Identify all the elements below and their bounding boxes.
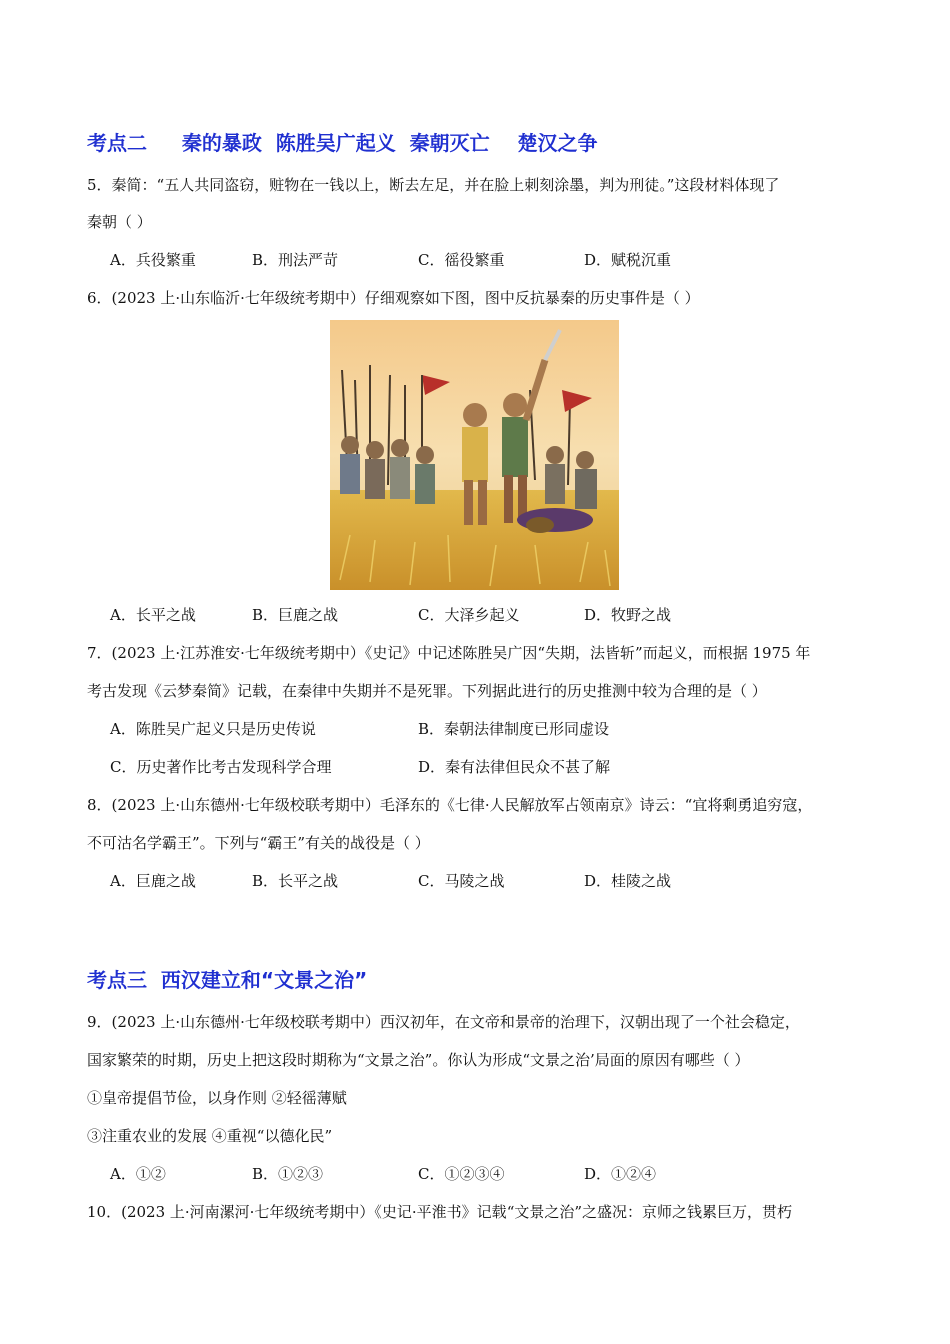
question-8-option-a: A．巨鹿之战 — [110, 872, 196, 890]
question-8-line-1: 8．(2023 上·山东德州·七年级校联考期中）毛泽东的《七律·人民解放军占领南京》诗云：“宜将剩勇追穷寇， — [87, 796, 813, 814]
question-6-option-d: D．牧野之战 — [584, 606, 672, 624]
question-6-line-1: 6．(2023 上·山东临沂·七年级统考期中）仔细观察如下图，图中反抗暴秦的历史事件是（ ） — [87, 289, 700, 307]
question-9-line-2: 国家繁荣的时期，历史上把这段时期称为“文景之治”。你认为形成“文景之治’局面的原因有哪些（ ） — [87, 1051, 750, 1069]
section-heading-2: 考点二 秦的暴政 陈胜吴广起义 秦朝灭亡 楚汉之争 — [87, 131, 598, 155]
question-6-option-b: B．巨鹿之战 — [252, 606, 339, 624]
question-6-option-a: A．长平之战 — [110, 606, 196, 624]
question-10-line-1: 10．(2023 上·河南漯河·七年级统考期中）《史记·平淮书》记载“文景之治”之盛况：京师之钱累巨万，贯朽 — [87, 1203, 793, 1221]
question-7-option-a: A．陈胜吴广起义只是历史传说 — [110, 720, 316, 738]
question-9-option-c: C．①②③④ — [418, 1165, 505, 1183]
uprising-illustration — [330, 320, 619, 590]
question-5-option-d: D．赋税沉重 — [584, 251, 672, 269]
question-9-option-b: B．①②③ — [252, 1165, 324, 1183]
question-9-option-a: A．①② — [110, 1165, 166, 1183]
question-5-line-2: 秦朝（ ） — [87, 213, 152, 231]
question-5-line-1: 5．秦简：“五人共同盗窃，赃物在一钱以上，断去左足，并在脸上刺刻涂墨，判为刑徒。”这段材料体现了 — [87, 176, 780, 194]
question-5-option-b: B．刑法严苛 — [252, 251, 339, 269]
question-9-statements-2: ③注重农业的发展 ④重视“以德化民” — [87, 1127, 333, 1145]
question-8-option-d: D．桂陵之战 — [584, 872, 672, 890]
question-8-line-2: 不可沽名学霸王”。下列与“霸王”有关的战役是（ ） — [87, 834, 430, 852]
question-5-option-c: C．徭役繁重 — [418, 251, 505, 269]
question-6-option-c: C．大泽乡起义 — [418, 606, 520, 624]
question-8-option-c: C．马陵之战 — [418, 872, 505, 890]
question-9-statements-1: ①皇帝提倡节俭，以身作则 ②轻徭薄赋 — [87, 1089, 347, 1107]
question-7-option-b: B．秦朝法律制度已形同虚设 — [418, 720, 610, 738]
question-8-option-b: B．长平之战 — [252, 872, 339, 890]
question-7-line-2: 考古发现《云梦秦简》记载，在秦律中失期并不是死罪。下列据此进行的历史推测中较为合理的是（ ） — [87, 682, 767, 700]
section-heading-3: 考点三 西汉建立和“文景之治” — [87, 968, 368, 992]
question-5-option-a: A．兵役繁重 — [110, 251, 196, 269]
question-7-line-1: 7．(2023 上·江苏淮安·七年级统考期中）《史记》中记述陈胜吴广因“失期，法皆斩”而起义，而根据 1975 年 — [87, 644, 811, 662]
question-7-option-d: D．秦有法律但民众不甚了解 — [418, 758, 611, 776]
question-9-line-1: 9．(2023 上·山东德州·七年级校联考期中）西汉初年，在文帝和景帝的治理下，汉朝出现了一个社会稳定， — [87, 1013, 800, 1031]
question-7-option-c: C．历史著作比考古发现科学合理 — [110, 758, 332, 776]
question-9-option-d: D．①②④ — [584, 1165, 657, 1183]
